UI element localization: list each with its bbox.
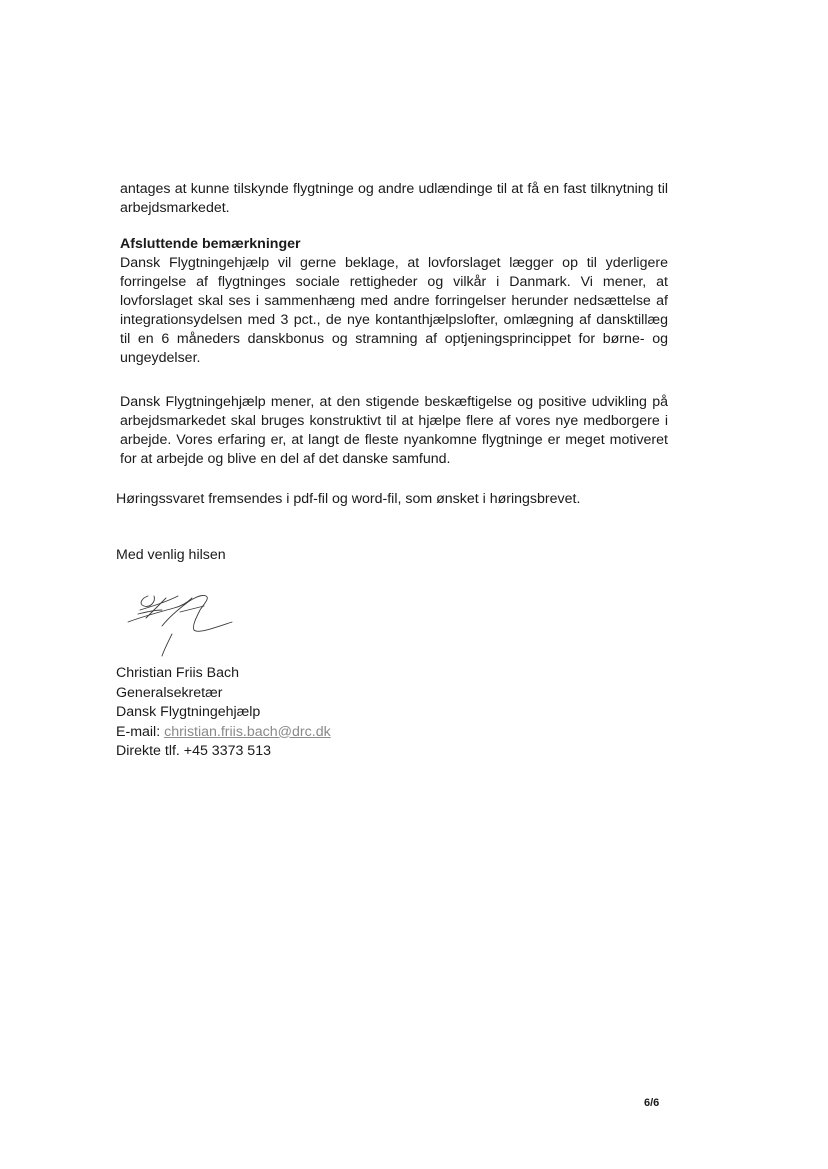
- signatory-name: Christian Friis Bach: [116, 665, 239, 681]
- signatory-title: Generalsekretær: [116, 684, 223, 701]
- email-label: E-mail:: [116, 723, 165, 740]
- intro-paragraph: antages at kunne tilskynde flygtninge og andre udlændinge til at få en fast tilknytning til arbejdsmarkedet.: [120, 181, 668, 216]
- section-heading: Afsluttende bemærkninger: [120, 236, 301, 252]
- paragraph-closing-remarks: Dansk Flygtningehjælp vil gerne beklage, at lovforslaget lægger op til yderligere forringelse af flygtninges sociale rettigheder og vilkår i Danmark. Vi mener, at lovforslaget skal ses i sammenhæng med andre forringelser herunder nedsættelse af integrationsydelsen med 3 pct., de nye kontanthjælpslofter, omlægning af dansktillæg til en 6 måneders danskbonus og stramning af optjeningsprincippet for børne- og ungeydelser.: [120, 255, 668, 366]
- closing-greeting: Med venlig hilsen: [116, 547, 226, 563]
- paragraph-attachments: Høringssvaret fremsendes i pdf-fil og word-fil, som ønsket i høringsbrevet.: [116, 491, 581, 507]
- handwritten-signature: [118, 582, 248, 662]
- signatory-phone: Direkte tlf. +45 3373 513: [116, 743, 271, 759]
- signatory-organization: Dansk Flygtningehjælp: [116, 704, 261, 720]
- paragraph-employment: Dansk Flygtningehjælp mener, at den stigende beskæftigelse og positive udvikling på arbejdsmarkedet skal bruges konstruktivt til at hjælpe flere af vores nye medborgere i arbejde. Vores erfaring er, at langt de fleste nyankomne flygtninge er meget motiveret for at arbejde og blive en del af det danske samfund.: [120, 394, 668, 467]
- email-link[interactable]: christian.friis.bach@drc.dk: [164, 723, 331, 740]
- page-number: 6/6: [644, 1097, 660, 1109]
- signature-block: [116, 664, 331, 762]
- signatory-email-line: [116, 723, 331, 743]
